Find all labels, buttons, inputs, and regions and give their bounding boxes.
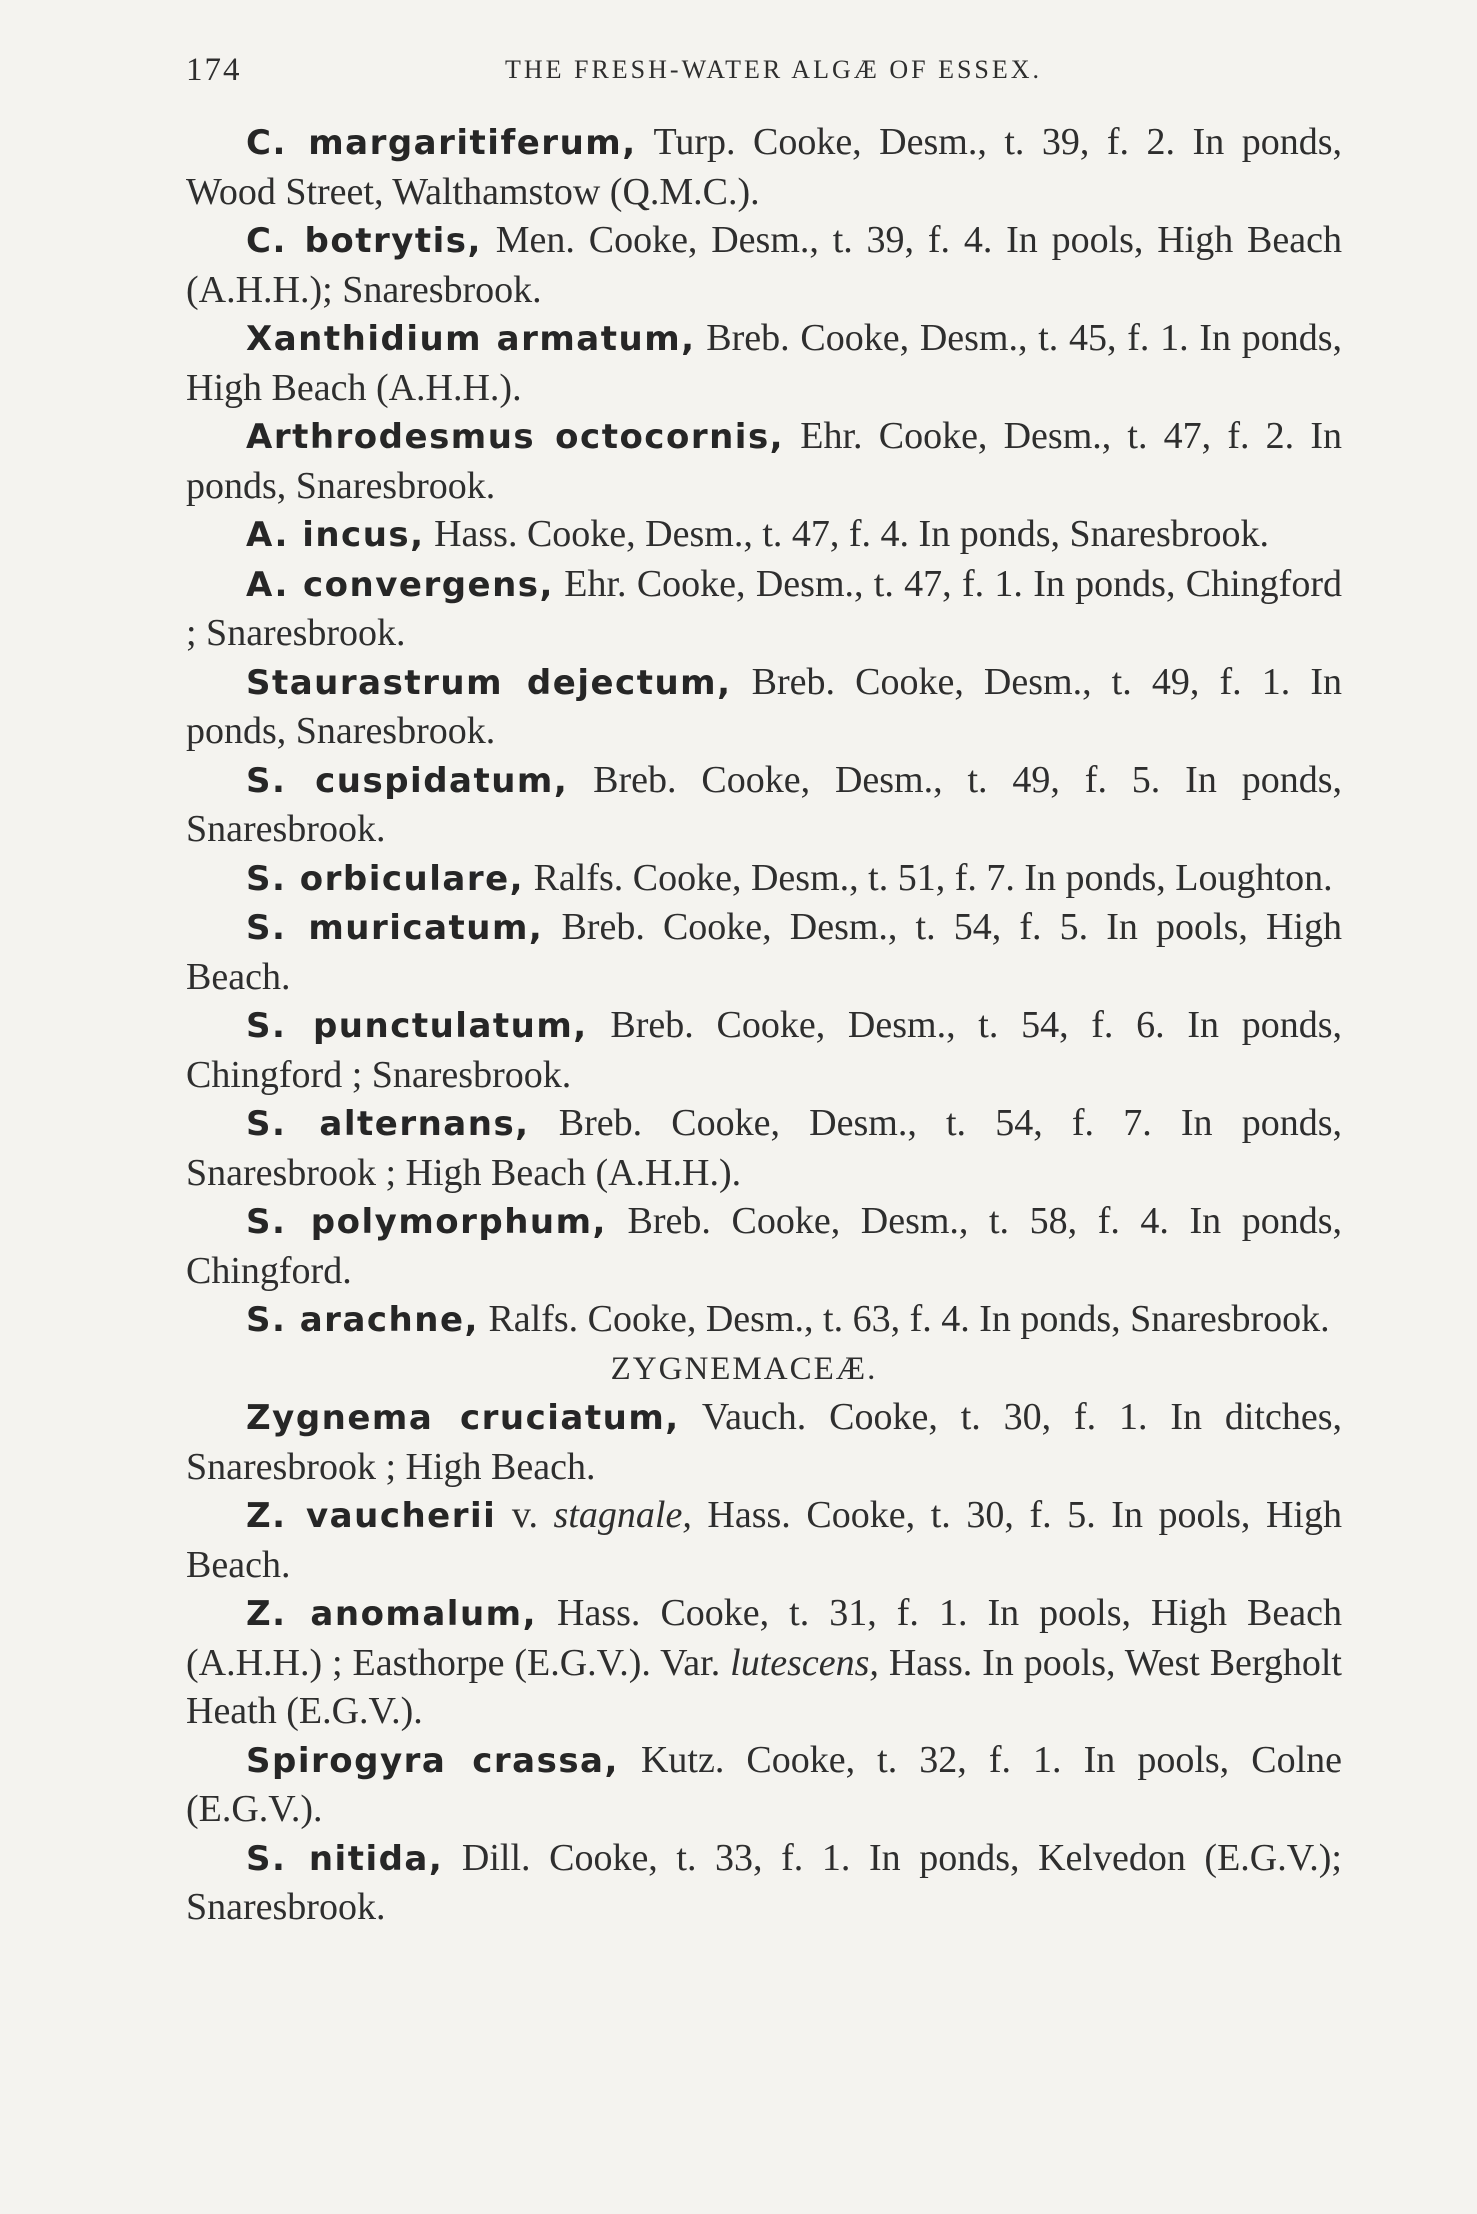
species-name: C. margaritiferum, — [246, 123, 637, 163]
species-entry — [186, 510, 1342, 560]
species-citation: Breb. Cooke, Desm., t. 54, f. 5. In pools, High Beach. — [186, 906, 1342, 998]
species-entry — [186, 1393, 1342, 1491]
species-entry — [186, 756, 1342, 854]
species-entry — [186, 560, 1342, 658]
species-citation: Breb. Cooke, Desm., t. 54, f. 6. In ponds, Chingford ; Snaresbrook. — [186, 1004, 1343, 1096]
species-name: A. convergens, — [246, 564, 554, 605]
species-citation: Men. Cooke, Desm., t. 39, f. 4. In pools, High Beach (A.H.H.); Snaresbrook. — [186, 219, 1342, 311]
species-entry — [186, 854, 1342, 904]
species-list — [186, 118, 1342, 1932]
species-citation: Turp. Cooke, Desm., t. 39, f. 2. In ponds, Wood Street, Walthamstow (Q.M.C.). — [186, 121, 1342, 213]
species-entry — [186, 903, 1342, 1001]
variety-prefix: v. — [496, 1494, 554, 1536]
species-citation: Dill. Cooke, t. 33, f. 1. In ponds, Kelvedon (E.G.V.); Snaresbrook. — [186, 1836, 1342, 1928]
species-name: S. arachne, — [246, 1300, 479, 1340]
species-citation: Kutz. Cooke, t. 32, f. 1. In pools, Colne (E.G.V.). — [186, 1738, 1343, 1830]
family-heading: ZYGNEMACEÆ. — [610, 1350, 878, 1387]
species-name: S. polymorphum, — [246, 1202, 607, 1242]
species-entry — [186, 1736, 1342, 1834]
species-entry — [186, 314, 1342, 412]
species-entry — [186, 412, 1342, 510]
species-name: C. botrytis, — [246, 221, 482, 261]
species-entry — [186, 1491, 1342, 1589]
species-name: S. muricatum, — [246, 908, 544, 948]
species-name: S. punctulatum, — [246, 1006, 588, 1046]
species-citation: Hass. Cooke, t. 30, f. 5. In pools, High Beach. — [186, 1494, 1342, 1586]
species-name: Staurastrum dejectum, — [246, 662, 732, 703]
species-name: Z. vaucherii — [246, 1496, 497, 1536]
species-name: Z. anomalum, — [246, 1594, 538, 1634]
running-title: THE FRESH-WATER ALGÆ OF ESSEX. — [504, 55, 1043, 84]
page-number: 174 — [186, 52, 242, 88]
species-citation: Breb. Cooke, Desm., t. 54, f. 7. In ponds, Snaresbrook ; High Beach (A.H.H.). — [186, 1102, 1342, 1194]
variety-name: lutescens, — [730, 1641, 879, 1684]
species-name: A. incus, — [246, 515, 425, 555]
species-entry — [186, 1197, 1342, 1295]
species-citation: Breb. Cooke, Desm., t. 49, f. 1. In ponds, Snaresbrook. — [186, 660, 1342, 752]
species-entry — [186, 1099, 1342, 1197]
species-name: S. cuspidatum, — [246, 760, 569, 801]
species-entry — [186, 1589, 1342, 1736]
species-name: S. nitida, — [246, 1838, 444, 1879]
species-entry — [186, 658, 1342, 756]
species-citation: Ralfs. Cooke, Desm., t. 51, f. 7. In ponds, Loughton. — [524, 856, 1333, 899]
species-citation: Breb. Cooke, Desm., t. 58, f. 4. In ponds, Chingford. — [186, 1200, 1343, 1292]
species-citation: Ralfs. Cooke, Desm., t. 63, f. 4. In ponds, Snaresbrook. — [478, 1298, 1330, 1340]
species-citation: Breb. Cooke, Desm., t. 49, f. 5. In ponds, Snaresbrook. — [186, 758, 1342, 850]
species-citation: Hass. Cooke, Desm., t. 47, f. 4. In ponds, Snaresbrook. — [424, 513, 1269, 555]
species-name: Zygnema cruciatum, — [246, 1398, 680, 1438]
variety-name: stagnale, — [553, 1494, 692, 1536]
variety-citation: Hass. In pools, West Bergholt Heath (E.G.V.). — [186, 1641, 1342, 1732]
species-citation: Hass. Cooke, t. 31, f. 1. In pools, High Beach (A.H.H.) ; Easthorpe (E.G.V.). Var. — [186, 1592, 1342, 1684]
species-entry — [186, 118, 1342, 216]
species-name: Arthrodesmus octocornis, — [246, 417, 785, 457]
species-citation: Ehr. Cooke, Desm., t. 47, f. 2. In ponds, Snaresbrook. — [186, 415, 1342, 507]
species-name: S. alternans, — [246, 1104, 530, 1144]
species-citation: Vauch. Cooke, t. 30, f. 1. In ditches, Snaresbrook ; High Beach. — [186, 1396, 1342, 1488]
species-citation: Ehr. Cooke, Desm., t. 47, f. 1. In ponds, Chingford ; Snaresbrook. — [186, 562, 1342, 654]
species-citation: Breb. Cooke, Desm., t. 45, f. 1. In ponds, High Beach (A.H.H.). — [186, 317, 1343, 409]
species-entry — [186, 1834, 1342, 1932]
species-entry — [186, 1295, 1342, 1345]
species-name: Spirogyra crassa, — [246, 1740, 619, 1781]
species-entry — [186, 1001, 1342, 1099]
species-name: Xanthidium armatum, — [246, 319, 696, 359]
species-name: S. orbiculare, — [246, 858, 525, 899]
species-entry — [186, 216, 1342, 314]
